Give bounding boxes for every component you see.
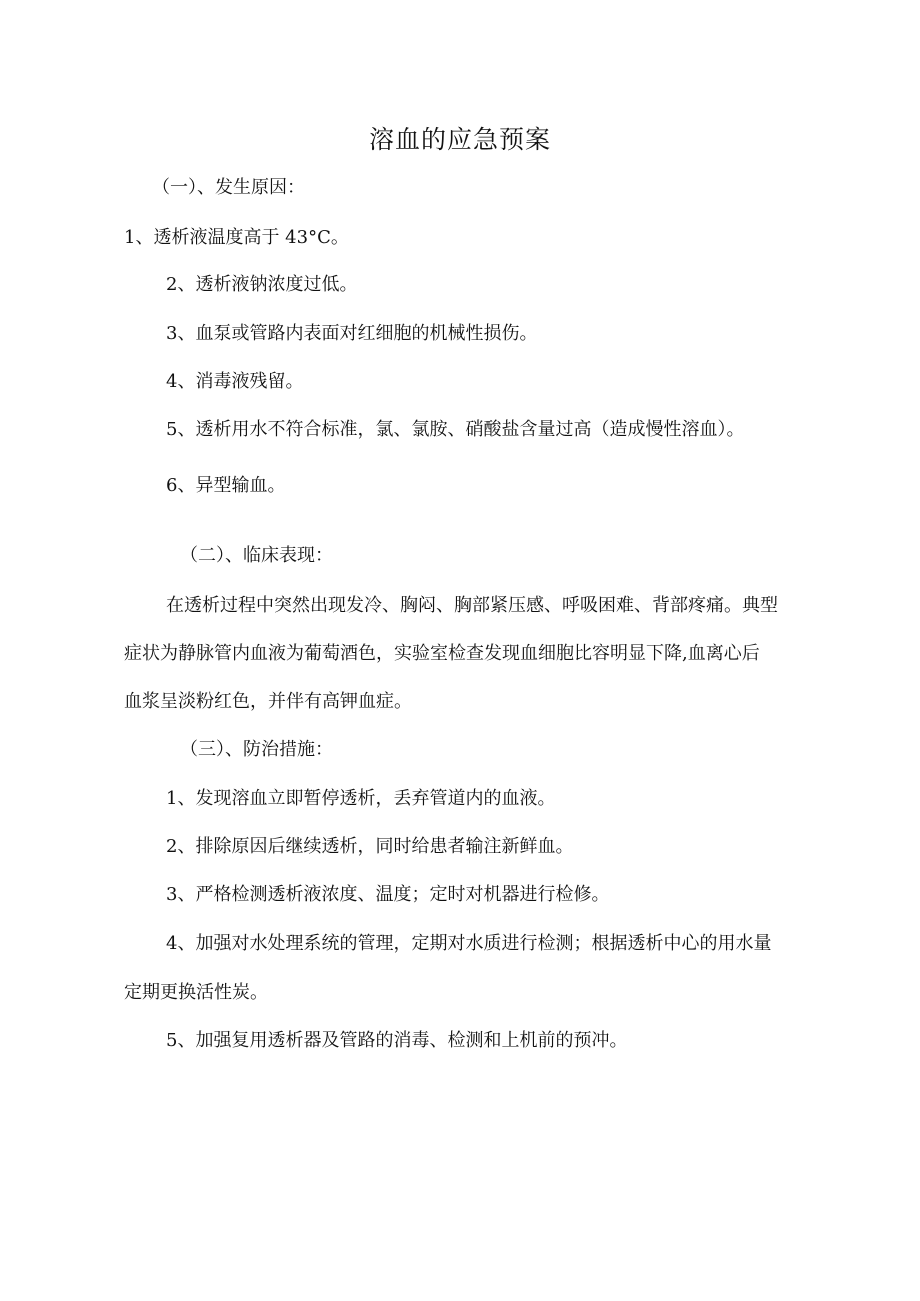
page-title: 溶血的应急预案	[368, 125, 551, 154]
prevention-item-2: 2、排除原因后继续透析，同时给患者输注新鲜血。	[166, 836, 574, 857]
section-heading-prevention: （三）、防治措施：	[180, 739, 333, 760]
cause-item-6: 6、异型输血。	[166, 475, 286, 496]
section-heading-clinical: （二）、临床表现：	[180, 545, 333, 566]
section-heading-causes: （一）、发生原因：	[152, 177, 305, 198]
cause-item-4: 4、消毒液残留。	[166, 371, 304, 392]
prevention-item-3: 3、严格检测透析液浓度、温度；定时对机器进行检修。	[166, 884, 610, 905]
clinical-paragraph-line-1: 在透析过程中突然出现发冷、胸闷、胸部紧压感、呼吸困难、背部疼痛。典型	[166, 595, 778, 616]
cause-item-2: 2、透析液钠浓度过低。	[166, 274, 358, 295]
prevention-item-1: 1、发现溶血立即暂停透析，丢弃管道内的血液。	[166, 788, 556, 809]
prevention-item-4-continued: 定期更换活性炭。	[124, 982, 268, 1003]
clinical-paragraph-line-2: 症状为静脉管内血液为葡萄酒色，实验室检查发现血细胞比容明显下降,血离心后	[124, 643, 760, 664]
clinical-paragraph-line-3: 血浆呈淡粉红色，并伴有高钾血症。	[124, 691, 412, 712]
cause-item-1: 1、透析液温度高于 43°C。	[124, 227, 349, 248]
cause-item-3: 3、血泵或管路内表面对红细胞的机械性损伤。	[166, 323, 538, 344]
prevention-item-5: 5、加强复用透析器及管路的消毒、检测和上机前的预冲。	[166, 1030, 628, 1051]
prevention-item-4: 4、加强对水处理系统的管理，定期对水质进行检测；根据透析中心的用水量	[166, 933, 772, 954]
cause-item-5: 5、透析用水不符合标准，氯、氯胺、硝酸盐含量过高（造成慢性溶血）。	[166, 419, 745, 440]
